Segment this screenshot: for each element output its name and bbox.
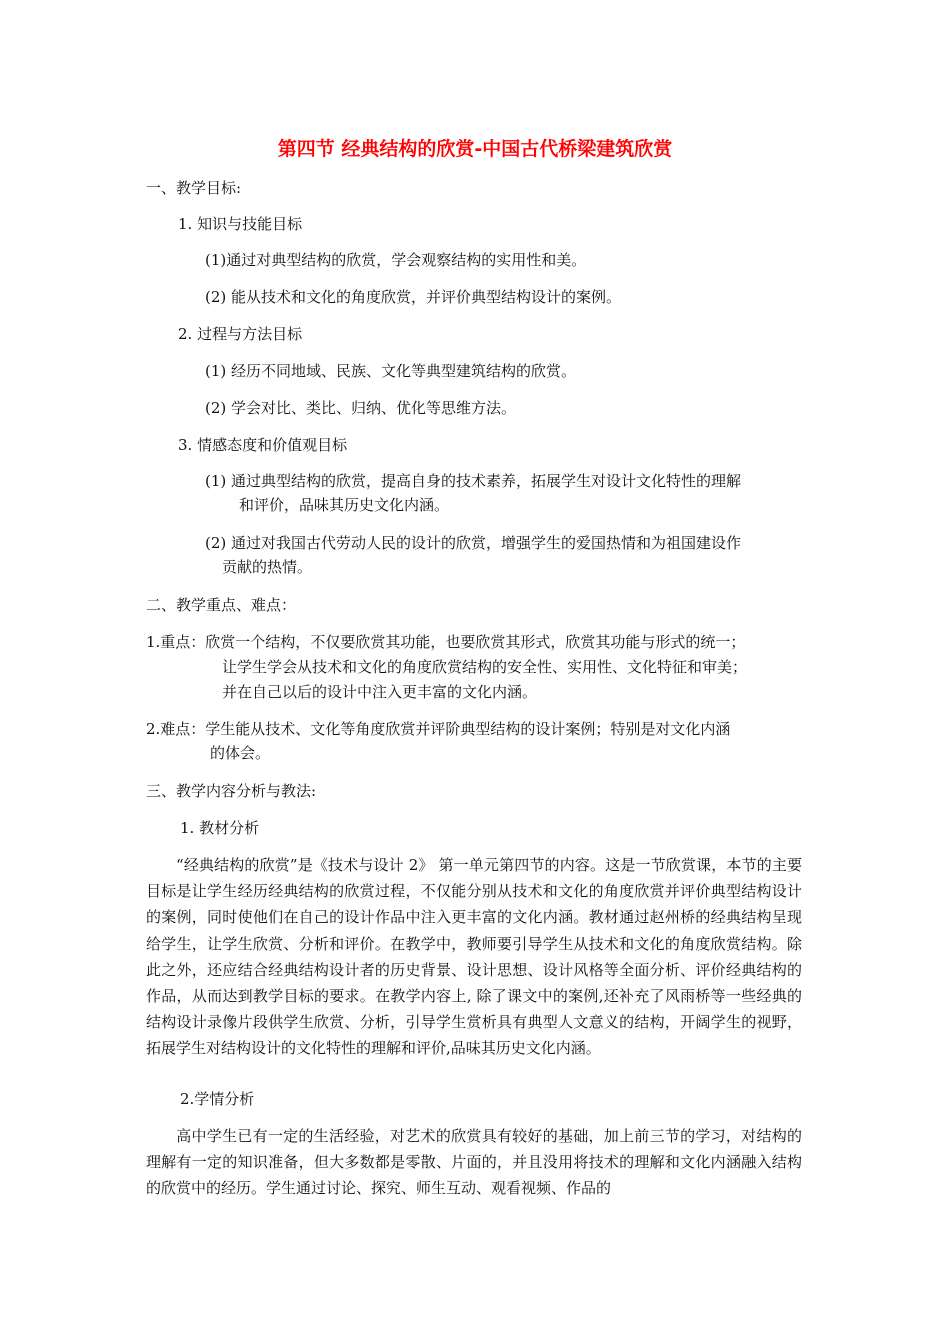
subsection-textbook-label: 1. 教材分析 [180, 819, 260, 837]
goal-knowledge-label: 1. 知识与技能目标 [178, 215, 303, 233]
goal-process-item-1: (1) 经历不同地域、民族、文化等典型建筑结构的欣赏。 [205, 362, 577, 380]
textbook-analysis-paragraph [146, 852, 802, 1062]
difficulty-line-1: 2.难点：学生能从技术、文化等角度欣赏并评阶典型结构的设计案例；特别是对文化内涵 [146, 720, 731, 738]
goal-knowledge-item-1: (1)通过对典型结构的欣赏，学会观察结构的实用性和美。 [205, 251, 587, 269]
keypoint-line-2: 让学生学会从技术和文化的角度欣赏结构的安全性、实用性、文化特征和审美； [222, 658, 748, 676]
goal-process-item-2: (2) 学会对比、类比、归纳、优化等思维方法。 [205, 399, 517, 417]
goal-attitude-label: 3. 情感态度和价值观目标 [178, 436, 348, 454]
goal-attitude-item-2-line-1: (2) 通过对我国古代劳动人民的设计的欣赏，增强学生的爱国热情和为祖国建设作 [205, 534, 742, 552]
goal-attitude-item-1-line-2: 和评价，品味其历史文化内涵。 [239, 496, 450, 514]
learner-analysis-paragraph [146, 1123, 802, 1202]
keypoint-line-3: 并在自己以后的设计中注入更丰富的文化内涵。 [222, 683, 538, 701]
difficulty-line-2: 的体会。 [210, 744, 271, 762]
section-heading-objectives: 一、教学目标: [146, 179, 242, 197]
keypoint-line-1: 1.重点：欣赏一个结构，不仅要欣赏其功能，也要欣赏其形式，欣赏其功能与形式的统一； [146, 633, 746, 651]
goal-attitude-item-2-line-2: 贡献的热情。 [222, 558, 313, 576]
goal-knowledge-item-2: (2) 能从技术和文化的角度欣赏，并评价典型结构设计的案例。 [205, 288, 622, 306]
learner-analysis-text: 高中学生已有一定的生活经验，对艺术的欣赏具有较好的基础，加上前三节的学习，对结构的理解有一定的知识准备，但大多数都是零散、片面的，并且没用将技术的理解和文化内涵融入结构的欣赏中的经历。学生通过讨论、探究、师生互动、观看视频、作品的 [146, 1127, 802, 1198]
subsection-learner-label: 2.学情分析 [180, 1090, 255, 1108]
goal-attitude-item-1-line-1: (1) 通过典型结构的欣赏，提高自身的技术素养，拓展学生对设计文化特性的理解 [205, 472, 742, 490]
section-heading-keypoints: 二、教学重点、难点： [146, 596, 297, 614]
section-heading-analysis: 三、教学内容分析与教法: [146, 782, 317, 800]
page-title: 第四节 经典结构的欣赏-中国古代桥梁建筑欣赏 [277, 138, 673, 160]
goal-process-label: 2. 过程与方法目标 [178, 325, 303, 343]
textbook-analysis-text: “经典结构的欣赏”是《技术与设计 2》 第一单元第四节的内容。这是一节欣赏课，本节的主要目标是让学生经历经典结构的欣赏过程，不仅能分别从技术和文化的角度欣赏并评价典型结构设计的案例，同时使他们在自己的设计作品中注入更丰富的文化内涵。教材通过赵州桥的经典结构呈现给学生，让学生欣赏、分析和评价。在教学中，教师要引导学生从技术和文化的角度欣赏结构。除此之外，还应结合经典结构设计者的历史背景、设计思想、设计风格等全面分析、评价经典结构的作品，从而达到教学目标的要求。在教学内容上, 除了课文中的案例,还补充了风雨桥等一些经典的结构设计录像片段供学生欣赏、分析，引导学生赏析具有典型人文意义的结构，开阔学生的视野，拓展学生对结构设计的文化特性的理解和评价,品味其历史文化内涵。 [146, 856, 802, 1058]
